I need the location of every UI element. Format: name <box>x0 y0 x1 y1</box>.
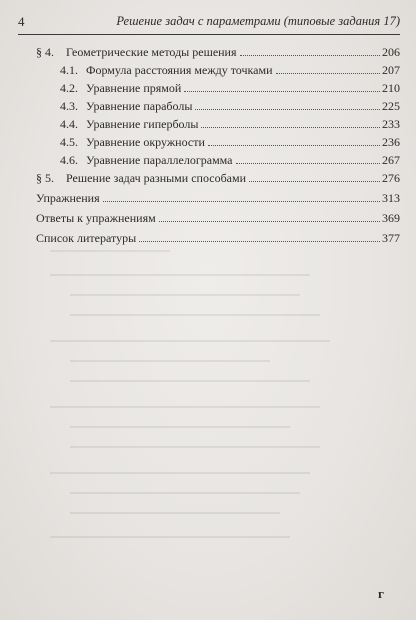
toc-entry-title: Уравнение гиперболы <box>86 117 199 131</box>
dot-leader <box>208 145 380 146</box>
toc-entry-title: Упражнения <box>36 191 100 205</box>
toc-subsection-4-1[interactable] <box>60 62 400 78</box>
toc-subsection-4-5[interactable] <box>60 134 400 150</box>
toc-entry-page: 236 <box>382 135 400 149</box>
toc-entry-page: 210 <box>382 81 400 95</box>
toc-entry-number: 4.1. <box>60 63 78 77</box>
toc-entry-title: Уравнение параболы <box>86 99 193 113</box>
toc-entry-page: 267 <box>382 153 400 167</box>
toc-entry-title: Решение задач разными способами <box>66 171 247 185</box>
toc-entry-number: 4.3. <box>60 99 78 113</box>
toc-answers[interactable] <box>36 210 400 226</box>
toc-entry-page: 206 <box>382 45 400 59</box>
toc-entry-number: § 5. <box>36 171 54 185</box>
dot-leader <box>236 163 380 164</box>
page-number: 4 <box>18 14 25 29</box>
bleed-through-text <box>40 230 380 560</box>
toc-entry-page: 369 <box>382 211 400 225</box>
toc-entry-number: § 4. <box>36 45 54 59</box>
dot-leader <box>159 221 380 222</box>
dot-leader <box>276 73 380 74</box>
toc-entry-title: Уравнение параллелограмма <box>86 153 233 167</box>
dot-leader <box>240 55 380 56</box>
toc-entry-number: 4.5. <box>60 135 78 149</box>
header-rule <box>18 34 400 35</box>
toc-subsection-4-4[interactable] <box>60 116 400 132</box>
toc-entry-page: 233 <box>382 117 400 131</box>
toc-entry-title: Список литературы <box>36 231 137 245</box>
dot-leader <box>201 127 380 128</box>
toc-entry-page: 313 <box>382 191 400 205</box>
toc-entry-title: Формула расстояния между точками <box>86 63 273 77</box>
printer-mark: г <box>378 586 384 601</box>
dot-leader <box>103 201 380 202</box>
dot-leader <box>195 109 380 110</box>
running-title: Решение задач с параметрами (типовые задания 17) <box>116 14 400 28</box>
toc-exercises[interactable] <box>36 190 400 206</box>
toc-entry-page: 207 <box>382 63 400 77</box>
toc-subsection-4-6[interactable] <box>60 152 400 168</box>
toc-subsection-4-2[interactable] <box>60 80 400 96</box>
toc-entry-title: Уравнение окружности <box>86 135 205 149</box>
toc-entry-title: Уравнение прямой <box>86 81 182 95</box>
toc-entry-page: 276 <box>382 171 400 185</box>
toc-entry-title: Геометрические методы решения <box>66 45 237 59</box>
toc-section-5[interactable] <box>36 170 400 186</box>
toc-entry-page: 377 <box>382 231 400 245</box>
toc-entry-title: Ответы к упражнениям <box>36 211 156 225</box>
dot-leader <box>184 91 380 92</box>
toc-subsection-4-3[interactable] <box>60 98 400 114</box>
toc-entry-number: 4.4. <box>60 117 78 131</box>
page-header <box>18 14 400 32</box>
toc-entry-number: 4.6. <box>60 153 78 167</box>
toc-section-4[interactable] <box>36 44 400 60</box>
dot-leader <box>249 181 380 182</box>
toc-entry-page: 225 <box>382 99 400 113</box>
toc-entry-number: 4.2. <box>60 81 78 95</box>
